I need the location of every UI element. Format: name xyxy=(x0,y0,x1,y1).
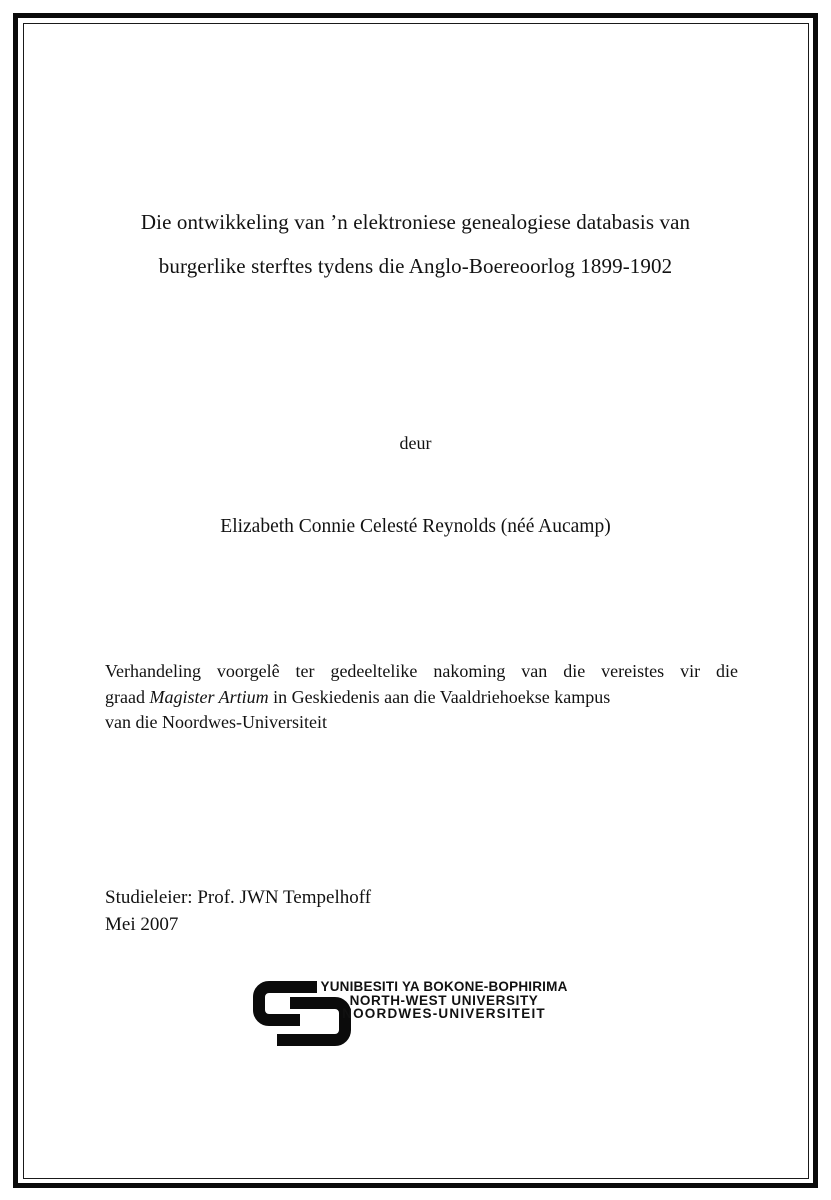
supervisor-block xyxy=(105,885,371,938)
author-name: Elizabeth Connie Celesté Reynolds (néé Aucamp) xyxy=(220,516,611,537)
degree-statement xyxy=(105,659,738,736)
page-title-line2: burgerlike sterftes tydens die Anglo-Boereoorlog 1899-1902 xyxy=(158,254,673,278)
nwu-logo-line1: YUNIBESITI YA BOKONE-BOPHIRIMA xyxy=(320,979,568,994)
byline-deur: deur xyxy=(399,433,432,453)
degree-statement-line2-suffix: in Geskiedenis aan die Vaaldriehoekse kampus xyxy=(268,686,611,707)
page-title xyxy=(60,200,771,288)
date-line: Mei 2007 xyxy=(105,913,179,935)
degree-statement-line2-prefix: graad xyxy=(105,686,150,707)
degree-statement-line2 xyxy=(105,685,738,711)
degree-statement-line3: van die Noordwes-Universiteit xyxy=(105,712,327,732)
nwu-logo-line2: NORTH-WEST UNIVERSITY xyxy=(349,992,539,1008)
nwu-logo-text xyxy=(318,980,570,1021)
nwu-logo xyxy=(253,979,583,1051)
degree-statement-line1: Verhandeling voorgelê ter gedeeltelike nakoming van die vereistes vir die xyxy=(105,661,738,681)
degree-name-italic: Magister Artium xyxy=(149,686,269,707)
supervisor-line: Studieleier: Prof. JWN Tempelhoff xyxy=(105,887,372,908)
page-title-line1: Die ontwikkeling van ’n elektroniese genealogiese databasis van xyxy=(140,210,691,234)
nwu-logo-line3: NOORDWES-UNIVERSITEIT xyxy=(342,1006,546,1022)
